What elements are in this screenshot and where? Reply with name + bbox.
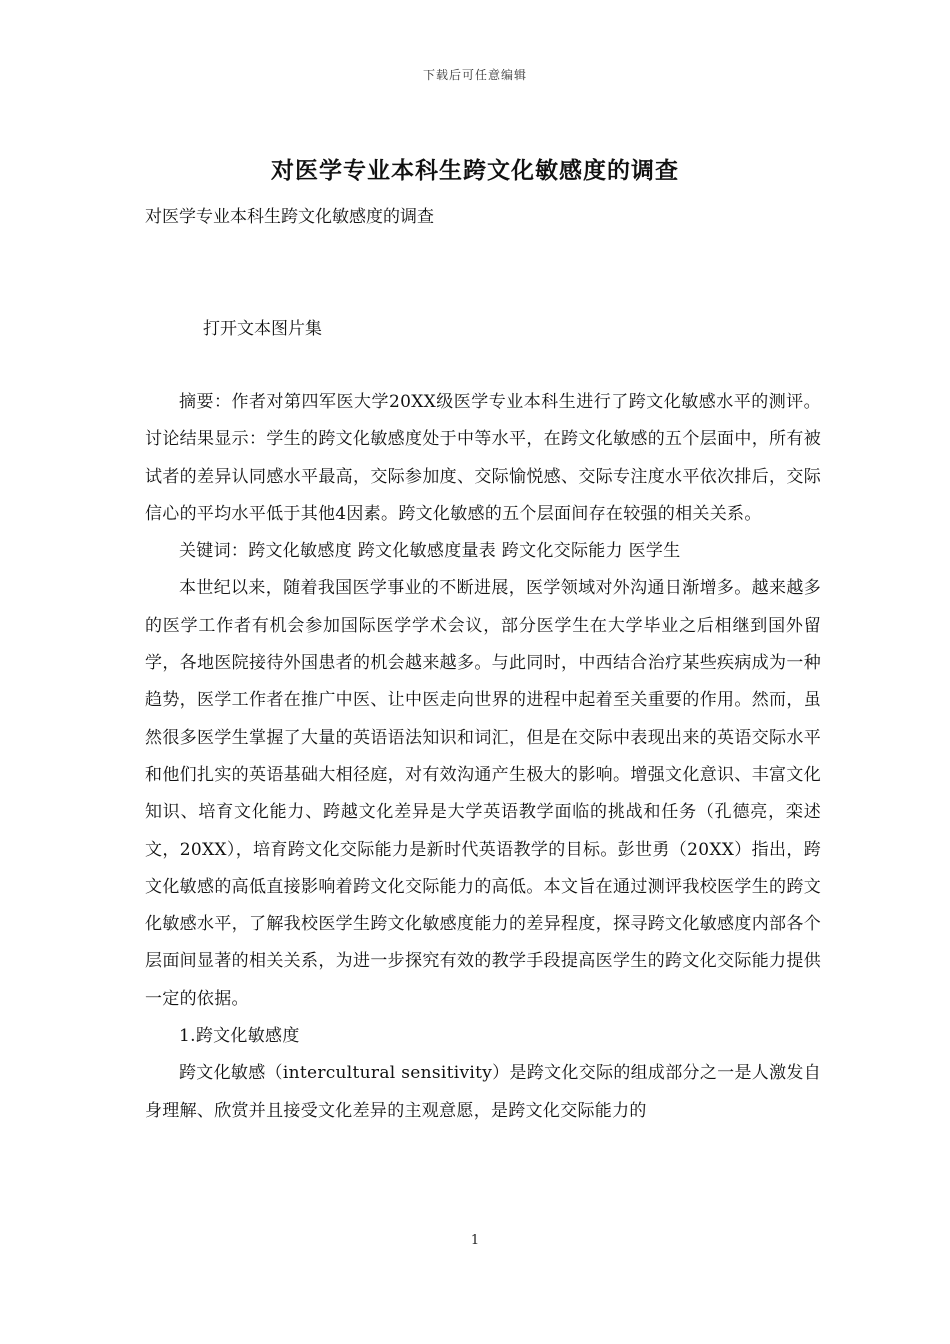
intro-paragraph: 本世纪以来，随着我国医学事业的不断进展，医学领域对外沟通日渐增多。越来越多的医学工作者有机会参加国际医学学术会议，部分医学生在大学毕业之后相继到国外留学，各地医院接待外国患者的机会越来越多。与此同时，中西结合治疗某些疾病成为一种趋势，医学工作者在推广中医、让中医走向世界的进程中起着至关重要的作用。然而，虽然很多医学生掌握了大量的英语语法知识和词汇，但是在交际中表现出来的英语交际水平和他们扎实的英语基础大相径庭，对有效沟通产生极大的影响。增强文化意识、丰富文化知识、培育文化能力、跨越文化差异是大学英语教学面临的挑战和任务（孔德亮，栾述文，20XX），培育跨文化交际能力是新时代英语教学的目标。彭世勇（20XX）指出，跨文化敏感的高低直接影响着跨文化交际能力的高低。本文旨在通过测评我校医学生的跨文化敏感水平，了解我校医学生跨文化敏感度能力的差异程度，探寻跨文化敏感度内部各个层面间显著的相关关系，为进一步探究有效的教学手段提高医学生的跨文化交际能力提供一定的依据。 — [145, 578, 821, 1009]
open-image-gallery-link[interactable]: 打开文本图片集 — [203, 319, 322, 339]
page-title: 对医学专业本科生跨文化敏感度的调查 — [271, 158, 679, 184]
subtitle: 对医学专业本科生跨文化敏感度的调查 — [145, 207, 434, 227]
header-note: 下载后可任意编辑 — [422, 68, 527, 82]
article-body — [145, 384, 821, 1130]
section-heading: 1.跨文化敏感度 — [179, 1026, 300, 1047]
keywords-paragraph: 关键词：跨文化敏感度 跨文化敏感度量表 跨文化交际能力 医学生 — [179, 541, 681, 562]
abstract-paragraph: 摘要：作者对第四军医大学20XX级医学专业本科生进行了跨文化敏感水平的测评。讨论结果显示：学生的跨文化敏感度处于中等水平，在跨文化敏感的五个层面中，所有被试者的差异认同感水平最高，交际参加度、交际愉悦感、交际专注度水平依次排后，交际信心的平均水平低于其他4因素。跨文化敏感的五个层面间存在较强的相关关系。 — [145, 392, 821, 524]
section-paragraph: 跨文化敏感（intercultural sensitivity）是跨文化交际的组成部分之一是人激发自身理解、欣赏并且接受文化差异的主观意愿，是跨文化交际能力的 — [145, 1063, 821, 1121]
page-number: 1 — [470, 1233, 480, 1248]
